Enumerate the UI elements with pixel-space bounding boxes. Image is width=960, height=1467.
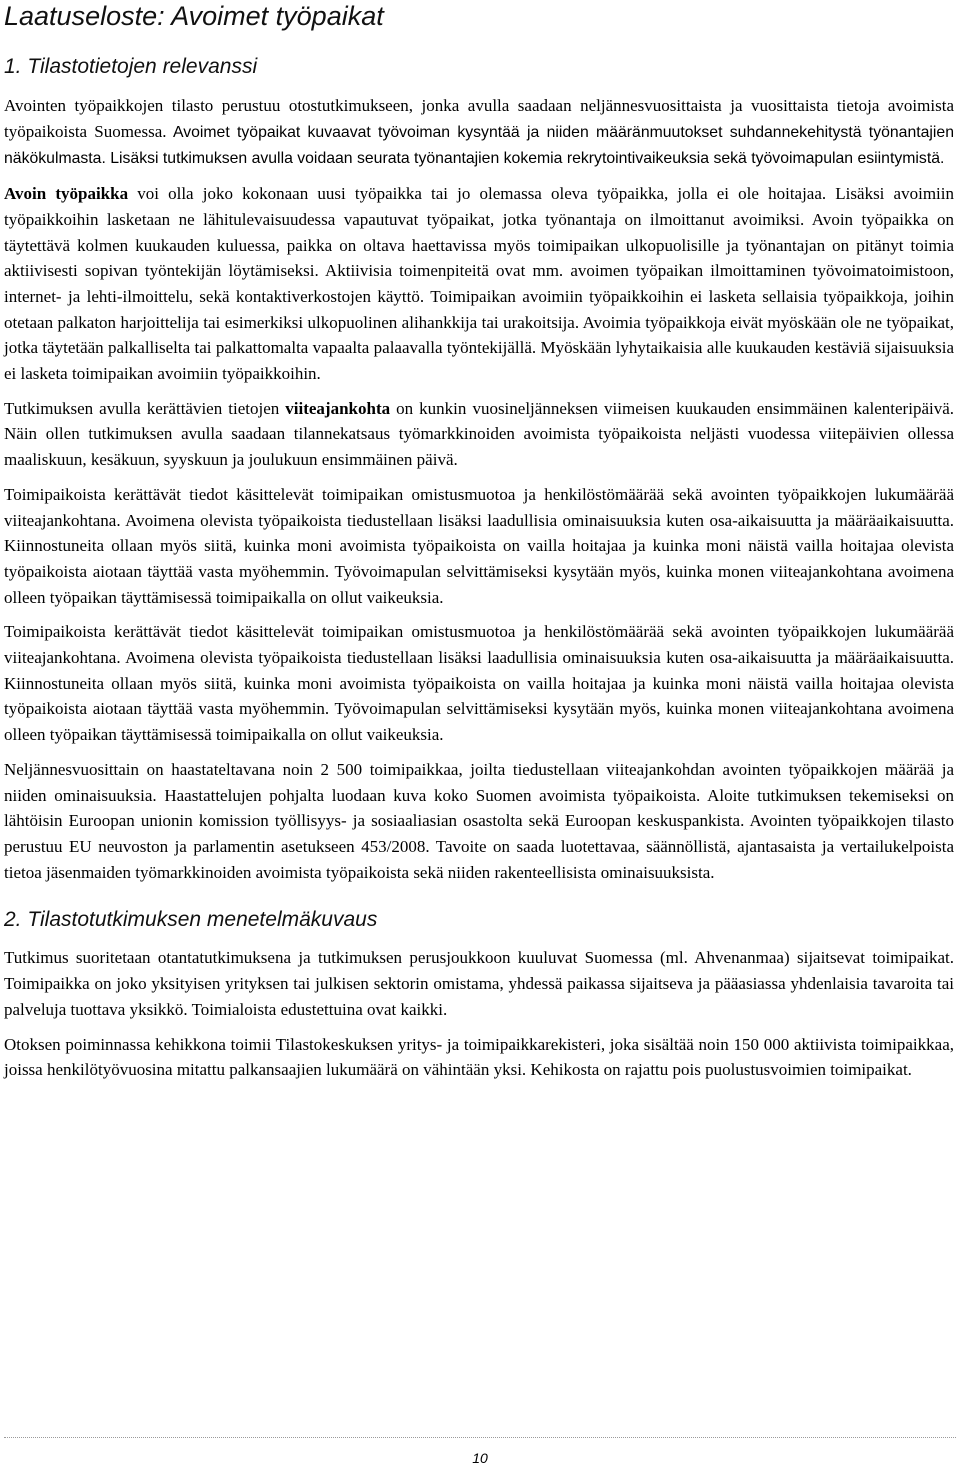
paragraph-collected-data-repeat: Toimipaikoista kerättävät tiedot käsittelevät toimipaikan omistusmuotoa ja henkilöstömäärää sekä avointen työpaikkojen lukumäärää viiteajankohtana. Avoimena olevista työpaikoista tiedustellaan lisäksi laadullisia ominaisuuksia kuten osa-aikaisuutta ja määräaikaisuutta. Kiinnostuneita ollaan myös siitä, kuinka moni avoimista työpaikoista on vailla hoitajaa ja kuinka moni näistä vailla hoitajaa olevista työpaikoista aiotaan täyttää vasta myöhemmin. Työvoimapulan selvittämiseksi kysytään myös, kuinka monen viiteajankohtana avoimena olleen työpaikan täyttämisessä toimipaikalla on ollut vaikeuksia. [4, 622, 954, 745]
page-number: 10 [472, 1450, 488, 1466]
paragraph-vacancy-definition [4, 181, 954, 387]
section-heading-relevance: 1. Tilastotietojen relevanssi [4, 55, 258, 78]
paragraph-text: Tutkimuksen avulla kerättävien tietojen [4, 398, 286, 418]
document-page [4, 0, 954, 1092]
footer-divider [4, 1437, 956, 1438]
paragraph-collected-data: Toimipaikoista kerättävät tiedot käsittelevät toimipaikan omistusmuotoa ja henkilöstömäärää sekä avointen työpaikkojen lukumäärää viiteajankohtana. Avoimena olevista työpaikoista tiedustellaan lisäksi laadullisia ominaisuuksia kuten osa-aikaisuutta ja määräaikaisuutta. Kiinnostuneita ollaan myös siitä, kuinka moni avoimista työpaikoista on vailla hoitajaa ja kuinka moni näistä vailla hoitajaa olevista työpaikoista aiotaan täyttää vasta myöhemmin. Työvoimapulan selvittämiseksi kysytään myös, kuinka monen viiteajankohtana avoimena olleen työpaikan täyttämisessä toimipaikalla on ollut vaikeuksia. [4, 484, 954, 607]
term-open-vacancy: Avoin työpaikka [4, 184, 129, 204]
paragraph-survey-population: Tutkimus suoritetaan otantatutkimuksena ja tutkimuksen perusjoukkoon kuuluvat Suomessa (ml. Ahvenanmaa) sijaitsevat toimipaikat. Toimipaikka on joko yksityisen yrityksen tai julkisen sektorin omistama, yhdessä paikassa sijaitseva ja pääasiassa yhdenlaisia tavaroita tai palveluja tuottava yksikkö. Toimialoista edustettuina ovat kaikki. [4, 948, 954, 1019]
paragraph-statistics-basis [4, 93, 954, 172]
paragraph-text: voi olla joko kokonaan uusi työpaikka tai jo olemassa oleva työpaikka, jolla ei ole hoitajaa. Lisäksi avoimiin työpaikkoihin lasketaan ne lähitulevaisuudessa vapautuvat työpaikat, jotka työnantaja on ilmoittanut avoimiksi. Avoin työpaikka on täytettävä kolmen kuukauden kuluessa, paikka on oltava haettavissa myös toimipaikan ulkopuolisille ja työnantajan on pitänyt toimia aktiivisesti sopivan työntekijän löytämiseksi. Aktiivisia toimenpiteitä ovat mm. avoimen työpaikan ilmoittaminen työvoimatoimistoon, internet- ja lehti-ilmoittelu, sekä kontaktiverkostojen käyttö. Toimipaikan avoimiin työpaikkoihin ei lasketa sellaisia työpaikkoja, joihin otetaan palkaton harjoittelija tai esimerkiksi ulkopuolinen alihankkija tai urakoitsija. Avoimia työpaikkoja eivät myöskään ole ne työpaikat, jotka täytetään palkalliselta tai palkattomalta vapaalta palaavalla työntekijällä. Myöskään lyhytaikaisia alle kuukauden kestäviä sijaisuuksia ei lasketa toimipaikan avoimiin työpaikkoihin. [4, 184, 954, 384]
paragraph-sampling-frame: Otoksen poiminnassa kehikkona toimii Tilastokeskuksen yritys- ja toimipaikkarekisteri, joka sisältää noin 150 000 aktiivista toimipaikkaa, joissa henkilötyövuosina mitattu palkansaajien lukumäärä on vähintään yksi. Kehikosta on rajattu pois puolustusvoimien toimipaikat. [4, 1034, 954, 1080]
paragraph-reference-date [4, 396, 954, 473]
paragraph-sample-size: Neljännesvuosittain on haastateltavana noin 2 500 toimipaikkaa, joilta tiedustellaan viiteajankohdan avointen työpaikkojen määrää ja niiden ominaisuuksia. Haastattelujen pohjalta luodaan kuva koko Suomen avoimista työpaikoista. Aloite tutkimuksen tekemiseksi on lähtöisin Euroopan unionin komission työllisyys- ja sosiaaliasian osastolta sekä Euroopan keskuspankista. Avointen työpaikkojen tilasto perustuu EU neuvoston ja parlamentin asetukseen 453/2008. Tavoite on saada luotettavaa, säännöllistä, ajantasaista ja vertailukelpoista tietoa jäsenmaiden työmarkkinoiden avoimista työpaikoista sekä niiden rakenteellisista ominaisuuksista. [4, 759, 954, 882]
document-title: Laatuseloste: Avoimet työpaikat [4, 1, 384, 31]
paragraph-text: on kunkin vuosineljänneksen viimeisen kuukauden ensimmäinen kalenteripäivä. Näin ollen tutkimuksen avulla saadaan tilannekatsaus työmarkkinoiden avoimista työpaikoista neljästi vuodessa viitepäivien ollessa maaliskuun, kesäkuun, syyskuun ja joulukuun ensimmäinen päivä. [4, 398, 955, 470]
term-reference-date: viiteajankohta [285, 398, 391, 418]
paragraph-text: Avoimet työpaikat kuvaavat työvoiman kysyntää ja niiden määränmuutokset suhdannekehitystä työnantajien näkökulmasta. Lisäksi tutkimuksen avulla voidaan seurata työnantajien kokemia rekrytointivaikeuksia sekä työvoimapulan esiintymistä. [4, 123, 954, 168]
section-heading-methodology: 2. Tilastotutkimuksen menetelmäkuvaus [4, 908, 378, 932]
paragraph-text: Avointen työpaikkojen tilasto perustuu otostutkimukseen, jonka avulla saadaan neljännesvuosittaista ja vuosittaista tietoja avoimista työpaikoista Suomessa. [4, 96, 954, 141]
